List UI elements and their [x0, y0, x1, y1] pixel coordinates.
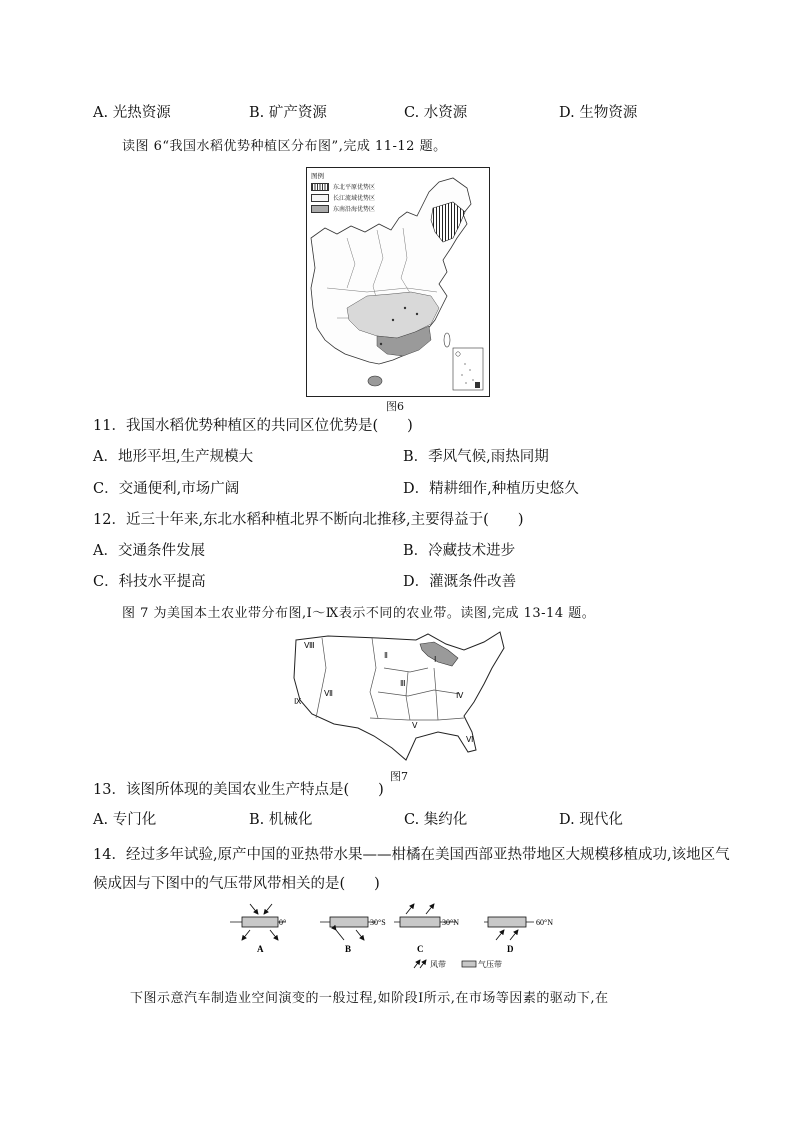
fig6-legend-item — [311, 193, 375, 202]
legend-pressure-label: 气压带 — [478, 960, 502, 969]
region-label-3: Ⅲ — [400, 679, 406, 688]
q10-option-a: A. 光热资源 — [93, 105, 171, 121]
q11-option-c: C．交通便利,市场广阔 — [93, 481, 240, 497]
fig6-legend-item — [311, 182, 375, 191]
region-label-5: Ⅴ — [412, 721, 418, 730]
china-rice-map — [306, 167, 490, 397]
q13-option-d: D. 现代化 — [559, 812, 623, 828]
q11-option-a: A．地形平坦,生产规模大 — [93, 449, 254, 465]
fig6-legend-label: 东南沿海优势区 — [333, 206, 376, 213]
fig7-intro: 图 7 为美国本土农业带分布图,Ⅰ～Ⅸ表示不同的农业带。读图,完成 13-14 题。 — [122, 606, 596, 621]
next-section-intro: 下图示意汽车制造业空间演变的一般过程,如阶段Ⅰ所示,在市场等因素的驱动下,在 — [130, 991, 609, 1006]
pressure-wind-diagram — [228, 900, 578, 972]
q12-option-d: D．灌溉条件改善 — [403, 574, 517, 590]
panel-a — [230, 904, 286, 954]
panel-b-lat: 30°S — [370, 918, 386, 927]
panel-d-letter: D — [507, 944, 514, 954]
q14-stem-line1: 14．经过多年试验,原产中国的亚热带水果——柑橘在美国西部亚热带地区大规模移植成功,该地区气 — [93, 847, 730, 863]
us-map-drawing — [288, 628, 508, 768]
region-label-7: Ⅶ — [324, 689, 333, 698]
region-label-1: Ⅰ — [434, 655, 437, 664]
region-label-9: Ⅸ — [294, 697, 302, 706]
q10-option-c: C. 水资源 — [404, 105, 468, 121]
fig6-legend-item — [311, 204, 375, 213]
q11-option-d: D．精耕细作,种植历史悠久 — [403, 481, 579, 497]
fig6-intro: 读图 6“我国水稻优势种植区分布图”,完成 11-12 题。 — [122, 139, 447, 154]
panel-b — [320, 917, 386, 954]
q13-option-c: C. 集约化 — [404, 812, 468, 828]
fig6-legend-label: 长江流域优势区 — [333, 195, 376, 202]
panel-c — [394, 904, 459, 954]
panel-c-lat: 30°N — [442, 918, 459, 927]
fig6-legend-label: 东北平原优势区 — [333, 184, 376, 191]
fig8-legend — [414, 959, 502, 969]
q12-option-a: A．交通条件发展 — [93, 543, 205, 559]
fig6-legend-title: 图例 — [311, 172, 324, 180]
region-label-2: Ⅱ — [384, 651, 388, 660]
q12-option-c: C．科技水平提高 — [93, 574, 206, 590]
q10-option-b: B. 矿产资源 — [249, 105, 327, 121]
q12-option-b: B．冷藏技术进步 — [403, 543, 516, 559]
panel-a-letter: A — [257, 944, 264, 954]
region-label-8: Ⅷ — [304, 641, 315, 650]
legend-wind-label: 风带 — [430, 960, 446, 969]
stripe-swatch-icon — [311, 183, 329, 191]
pressure-swatch-icon — [462, 961, 476, 967]
q13-stem: 13．该图所体现的美国农业生产特点是( ) — [93, 782, 384, 798]
panel-d-lat: 60°N — [536, 918, 553, 927]
pressure-wind-drawing — [228, 900, 578, 972]
panel-c-letter: C — [417, 944, 424, 954]
q11-option-b: B．季风气候,雨热同期 — [403, 449, 549, 465]
panel-b-letter: B — [345, 944, 352, 954]
fig6-caption: 图6 — [386, 400, 404, 413]
panel-d — [484, 917, 553, 954]
panel-a-lat: 0° — [279, 918, 287, 927]
q14-stem-line2: 候成因与下图中的气压带风带相关的是( ) — [93, 876, 380, 892]
q11-stem: 11．我国水稻优势种植区的共同区位优势是( ) — [93, 418, 413, 434]
fig7-caption: 图7 — [390, 770, 408, 783]
q10-option-d: D. 生物资源 — [559, 105, 638, 121]
q13-option-a: A. 专门化 — [93, 812, 157, 828]
us-agriculture-map — [288, 628, 508, 768]
q13-option-b: B. 机械化 — [249, 812, 313, 828]
region-label-4: Ⅳ — [456, 691, 464, 700]
region-label-6: Ⅵ — [466, 735, 474, 744]
q12-stem: 12．近三十年来,东北水稻种植北界不断向北推移,主要得益于( ) — [93, 512, 524, 528]
gray-swatch-icon — [311, 205, 329, 213]
light-swatch-icon — [311, 194, 329, 202]
fig6-legend — [311, 171, 375, 213]
